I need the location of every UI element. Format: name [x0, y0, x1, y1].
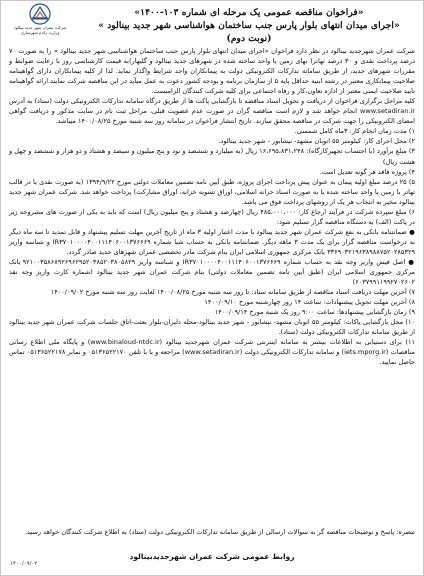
item-adjustment: ۴) پروژه فاقد هر گونه تعدیل است. — [319, 167, 415, 176]
notice-body — [9, 46, 415, 368]
item-prepayment: ۵) ۲۵ درصد مبلغ اولیه پیمان به عنوان پیش پرداخت اجرای پروژه، طبق آیین نامه تضمین معاملات دولتی مورخ ۱۳۹۴/۹/۲۲ (به صورت نقدی یا در قالب تهاتر با زمین یا واحد ساخته شده یا به صورت اسناد خزانه اسلامی، اوراق تسویه خزانه، اوراق مشارکت) پرداخت خواهد شد. شرکت عمران شهر جدید بینالود مخیر به انتخاب هر یک از روشهای پرداخت فوق می باشد. — [9, 177, 416, 206]
company-logo — [5, 3, 75, 41]
signature: روابط عمومی شرکت عمران شهرجدیدبینالود — [129, 552, 295, 561]
intro-paragraph: شرکت عمران شهرجدید بینالود در نظر دارد فراخوان «اجرای میدان انتهای بلوار پارس جنب ساختمان هواشناسی شهر جدید بینالود » را به صورت ۷۰ درصد پرداخت نقدی و ۳۰ درصد تهاتر( بهای زمین یا واحد ساخته شده در شهرهای جدید بینالود و گلبهار)به قیمت کارشناسی روز با رعایت ضوابط و مقررات شهرهای جدید، از طریق سامانه تدارکات الکترونیکی دولت به پیمانکاران واجد شرایط واگذار نماید. لذا از کلیه پیمانکاران دارای گواهینامه صلاحیت پیمانکاری معتبر در رشته ابنیه حداقل پایه ۵ از سازمان برنامه و بودجه کشور دعوت به عمل میآید در این مناقصه شرکت نمایند.ارائه گواهینامه تایید صلاحیت ایمنی معتبر از اداره تعاون،کار و رفاه اجتماعی برای کلیه شرکت کنندگان الزامیست. — [9, 47, 415, 96]
bullet-bank-guarantee: ● ضمانتنامه بانکی به نفع شرکت عمران شهر جدید بینالود با مدت اعتبار اولیه ۳ ماه از تاریخ آخرین مهلت تسلیم پیشنهاد و قابل تمدید تا سه ماه دیگر به درخواست مناقصه گزار برای یک مدت ۳ ماهه دیگر. ضمانتنامه بانکی به حساب شبا شماره IR۳۷۰۱۰۰۰۰۴۰۰۱۱۱۴۰۶۰۰۱۳۷۶۶۶۹ و شناسه واریز ۳۳۶۹۰۳۲۱۹۶۳۸۹۸۸۷۵۲۰۲۸۵۳۲۹ بانک مرکزی جمهوری اسلامی ایران بنام شرکت مادر تخصصی عمران شهرهای جدید صادر گردد. — [9, 227, 416, 256]
item-location: ۲) محل اجرای کار: کیلومتر ۵۵ اتوبان مشهد- نیشابور - شهر جدید بینالود. — [218, 137, 415, 146]
header-project: «اجرای میدان انتهای بلوار پارس جنب ساختمان هواشناسی شهر جدید بینالود » — [98, 20, 400, 31]
date-stamp: ۱۴۰۰/۰۹/۰۲ — [10, 561, 38, 567]
item-deposit: ۶) مبلغ سپرده شرکت در فرآیند ارجاع کار: ۴۸۵،۰۰۰،۰۰۰ ریال (چهارصد و هشتاد و پنج میلیون ریال) است که باید به یکی از صورت های مشروحه زیر در پاکت (الف) به دستگاه مناقصه گزار تسلیم شود: — [9, 207, 415, 226]
logo-line-2: وزارت راه و شهرسازی — [20, 30, 60, 35]
item-document-deadline: ۷) آخرین مهلت دریافت اسناد مناقصه از طریق سامانه ستاد: تا روز سه شنبه مورخ ۱۴۰۰/۰۸/۲۵ لغایت روز سه شنبه مورخ ۱۴۰۰/۰۹/۰۲ — [50, 288, 415, 297]
notice-header — [83, 6, 415, 45]
item-estimate: ۳) مبلغ برآورد (با احتساب تجهیزکارگاه): ۱۶،۶۹۵،۸۳۱،۲۴۸ ریال (به میلیارد و ششصد و نود و پنج میلیون و سیصد و هشتاد و دو هزار و ششصد و چهل و هشت ریال) — [9, 147, 415, 166]
header-round: (نوبت دوم) — [226, 33, 272, 44]
item-opening-place: ۱۰) محل بازگشایی پاکات: کیلومتر ۵۵ اتوبان مشهد- نیشابور - شهر جدید بینالود-محله دلبران-بلوار بعثت-اتاق جلسات شرکت عمران شهر جدید بینالود از طریق سامانه تدارکات الکترونیکی دولت (ستاد). — [9, 318, 415, 337]
item-submission-deadline: ۸) آخرین مهلت تحویل پیشنهادات: ساعت ۱۴ روز چهارشنبه مورخ ۱۴۰۰/۰۹/۱۰ — [204, 298, 415, 307]
item-opening-time: ۹) زمان بازگشایی پیشنهادها: ساعت ۹:۰۰ روز یک شنبه مورخ ۱۴۰۰/۰۹/۱۴ — [214, 308, 415, 317]
footer-note: تبصره: پاسخ و توضیحات مناقصه گر به سوالات ارسالی از طریق سامانه تدارکات الکترونیکی دولت (ستاد) به اطلاع شرکت کنندگان خواهد رسید. — [24, 528, 415, 536]
bullet-cash-deposit: ● اصل فیش واریز وجه نقد به حساب شماره IR۳۷۰۱۰۰۰۰۴۰۰۱۱۱۴۰۶۰۰۱۳۷۶۶۶۹ و شناسه واریز ۹۲۱۰۰۳۵۸۶۸۹۲۶۹۶۲۹۵۲۰۳۸۵۲۰۳۸۰۵۸۲۹ بانک مرکزی جمهوری اسلامی ایران (طبق آیین نامه تضمین معاملات دولتی) بنام شرکت عمران شهر جدید بینالود (شماره کارت واریز وجه نقد ۶۰۳۷۹۹۱۱۹۹۲۷۰۲۶۰۲) — [9, 257, 415, 287]
logo-line-1: شرکت عمران شهر جدید بینالود — [13, 25, 67, 30]
item-more-info: ۱۱) برای دستیابی به اطلاعات بیشتر به سامانه اینترنتی شرکت عمران شهرجدید بینالود (www.binaloud-ntdc.ir) و پایگاه ملی اطلاع رسانی مناقصات (iets.mporg.ir) و سامانه تدارکات الکترونیکی دولت (www.setadiran.ir) مراجعه و یا با تلفن ۰۵۱۳۶۵۲۲۱۷۰ و نمابر ۰۵۱۳۶۵۲۲۱۷۸ تماس حاصل نمایید. — [9, 338, 415, 367]
header-title: «فراخوان مناقصه عمومی یک مرحله ای شماره ۱۰۳-۱۴۰۰» — [134, 7, 364, 18]
setad-paragraph: کلیه مراحل برگزاری فراخوان از دریافت و تحویل اسناد مناقصه تا بازگشایی پاکت ها از طریق درگاه سامانه تدارکات الکترونیکی دولت (ستاد) به آدرس www.setadiran.ir انجام خواهد شد و لازم است مناقصه گران در صورت عدم عضویت قبلی، مراحل ثبت نام در سایت مذکور و دریافت گواهی امضای الکترونیکی را جهت شرکت در مناقصه محقق سازند. تاریخ انتشار فراخوان در سامانه روز سه شنبه مورخ ۱۴۰۰/۰۸/۲۵ میباشد. — [9, 97, 415, 126]
company-emblem-icon — [29, 3, 51, 25]
item-duration: ۱) مدت زمان انجام کار: ۳ماه کامل شمسی. — [294, 127, 415, 136]
